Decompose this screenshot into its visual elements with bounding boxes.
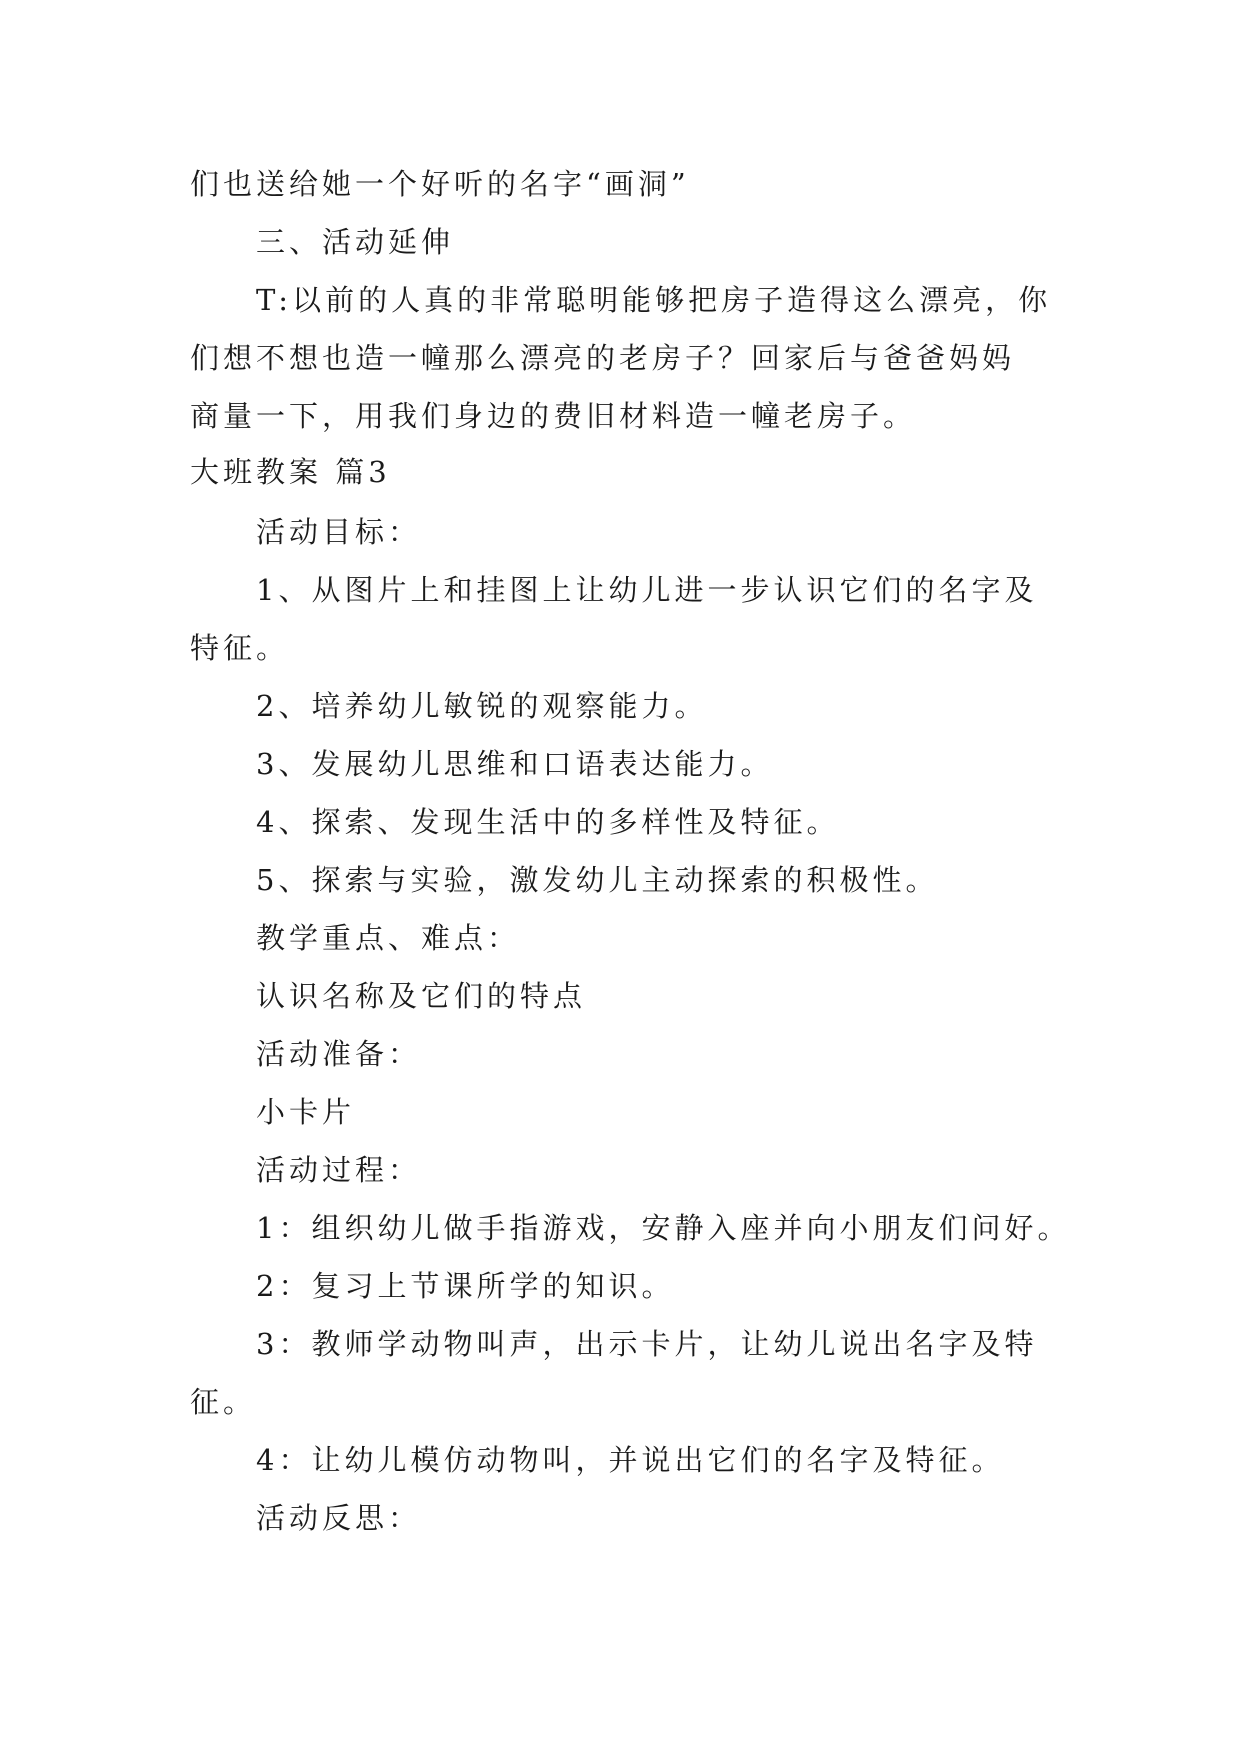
section-heading: 活动目标： — [256, 515, 422, 549]
list-item: 4：让幼儿模仿动物叫，并说出它们的名字及特征。 — [256, 1443, 1005, 1477]
paragraph-line: T:以前的人真的非常聪明能够把房子造得这么漂亮，你 — [256, 283, 1052, 317]
list-item: 2：复习上节课所学的知识。 — [256, 1269, 675, 1303]
section-heading: 活动过程： — [256, 1153, 422, 1187]
paragraph-line: 认识名称及它们的特点 — [256, 979, 587, 1013]
list-item: 2、培养幼儿敏锐的观察能力。 — [256, 689, 708, 723]
list-item: 4、探索、发现生活中的多样性及特征。 — [256, 805, 840, 839]
paragraph-line: 商量一下，用我们身边的费旧材料造一幢老房子。 — [190, 399, 917, 433]
section-heading: 教学重点、难点： — [256, 921, 521, 955]
paragraph-line: 特征。 — [190, 631, 290, 665]
paragraph-line: 们也送给她一个好听的名字“画洞” — [190, 167, 690, 201]
section-heading: 活动反思： — [256, 1501, 422, 1535]
list-item: 3、发展幼儿思维和口语表达能力。 — [256, 747, 774, 781]
list-item: 3：教师学动物叫声，出示卡片，让幼儿说出名字及特 — [256, 1327, 1038, 1361]
section-heading: 三、活动延伸 — [256, 225, 455, 259]
list-item: 1、从图片上和挂图上让幼儿进一步认识它们的名字及 — [256, 573, 1038, 607]
article-title: 大班教案 篇3 — [190, 455, 391, 489]
paragraph-line: 征。 — [190, 1385, 257, 1419]
section-heading: 活动准备： — [256, 1037, 422, 1071]
paragraph-line: 们想不想也造一幢那么漂亮的老房子？回家后与爸爸妈妈 — [190, 341, 1016, 375]
list-item: 5、探索与实验，激发幼儿主动探索的积极性。 — [256, 863, 939, 897]
list-item: 1：组织幼儿做手指游戏，安静入座并向小朋友们问好。 — [256, 1211, 1071, 1245]
paragraph-line: 小卡片 — [256, 1095, 356, 1129]
